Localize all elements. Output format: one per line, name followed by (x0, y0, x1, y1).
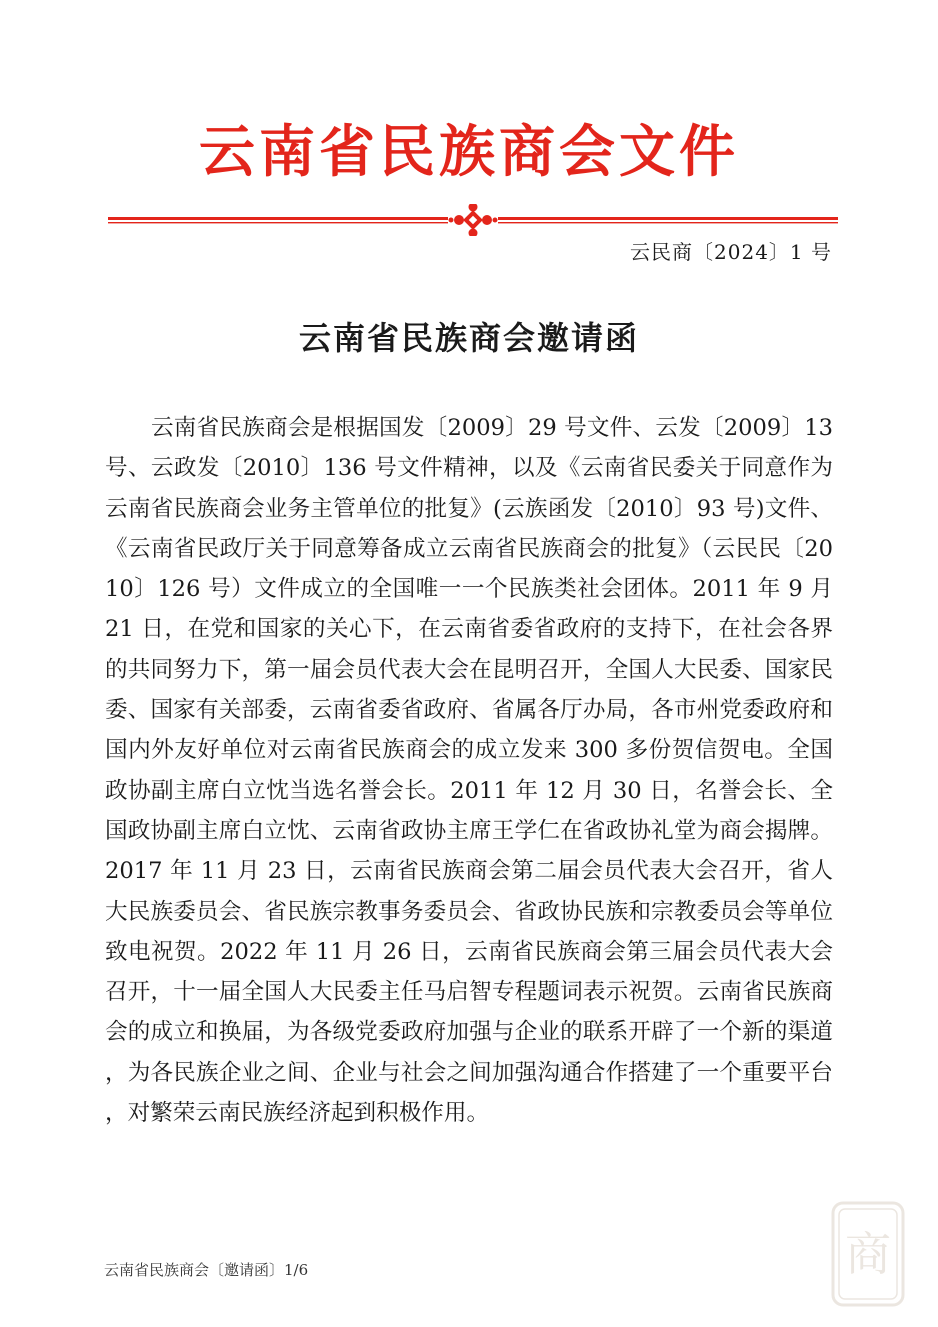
seal-watermark-icon (830, 1200, 906, 1308)
document-number: 云民商〔2024〕1 号 (630, 240, 832, 264)
document-title: 云南省民族商会邀请函 (298, 319, 639, 357)
red-divider-with-ornament (108, 204, 838, 236)
watermark-character: 商 (845, 1227, 891, 1281)
body-paragraph: 云南省民族商会是根据国发〔2009〕29 号文件、云发〔2009〕13 号、云政发〔2010〕136 号文件精神，以及《云南省民委关于同意作为云南省民族商会业务主管单位的批复》(云族函发〔2010〕93 号)文件、《云南省民政厅关于同意筹备成立云南省民族商会的批复》（云民民〔2010〕126 号）文件成立的全国唯一一个民族类社会团体。2011 年 9 月 21 日，在党和国家的关心下，在云南省委省政府的支持下，在社会各界的共同努力下，第一届会员代表大会在昆明召开，全国人大民委、国家民委、国家有关部委，云南省委省政府、省属各厅办局，各市州党委政府和国内外友好单位对云南省民族商会的成立发来 300 多份贺信贺电。全国政协副主席白立忱当选名誉会长。2011 年 12 月 30 日，名誉会长、全国政协副主席白立忱、云南省政协主席王学仁在省政协礼堂为商会揭牌。2017 年 11 月 23 日，云南省民族商会第二届会员代表大会召开，省人大民族委员会、省民族宗教事务委员会、省政协民族和宗教委员会等单位致电祝贺。2022 年 11 月 26 日，云南省民族商会第三届会员代表大会召开，十一届全国人大民委主任马启智专程题词表示祝贺。云南省民族商会的成立和换届，为各级党委政府加强与企业的联系开辟了一个新的渠道，为各民族企业之间、企业与社会之间加强沟通合作搭建了一个重要平台，对繁荣云南民族经济起到积极作用。 (105, 415, 833, 1127)
footer-page-label: 云南省民族商会〔邀请函〕1/6 (104, 1261, 309, 1279)
decorative-knot-icon (449, 204, 498, 236)
masthead-title: 云南省民族商会文件 (199, 119, 739, 185)
